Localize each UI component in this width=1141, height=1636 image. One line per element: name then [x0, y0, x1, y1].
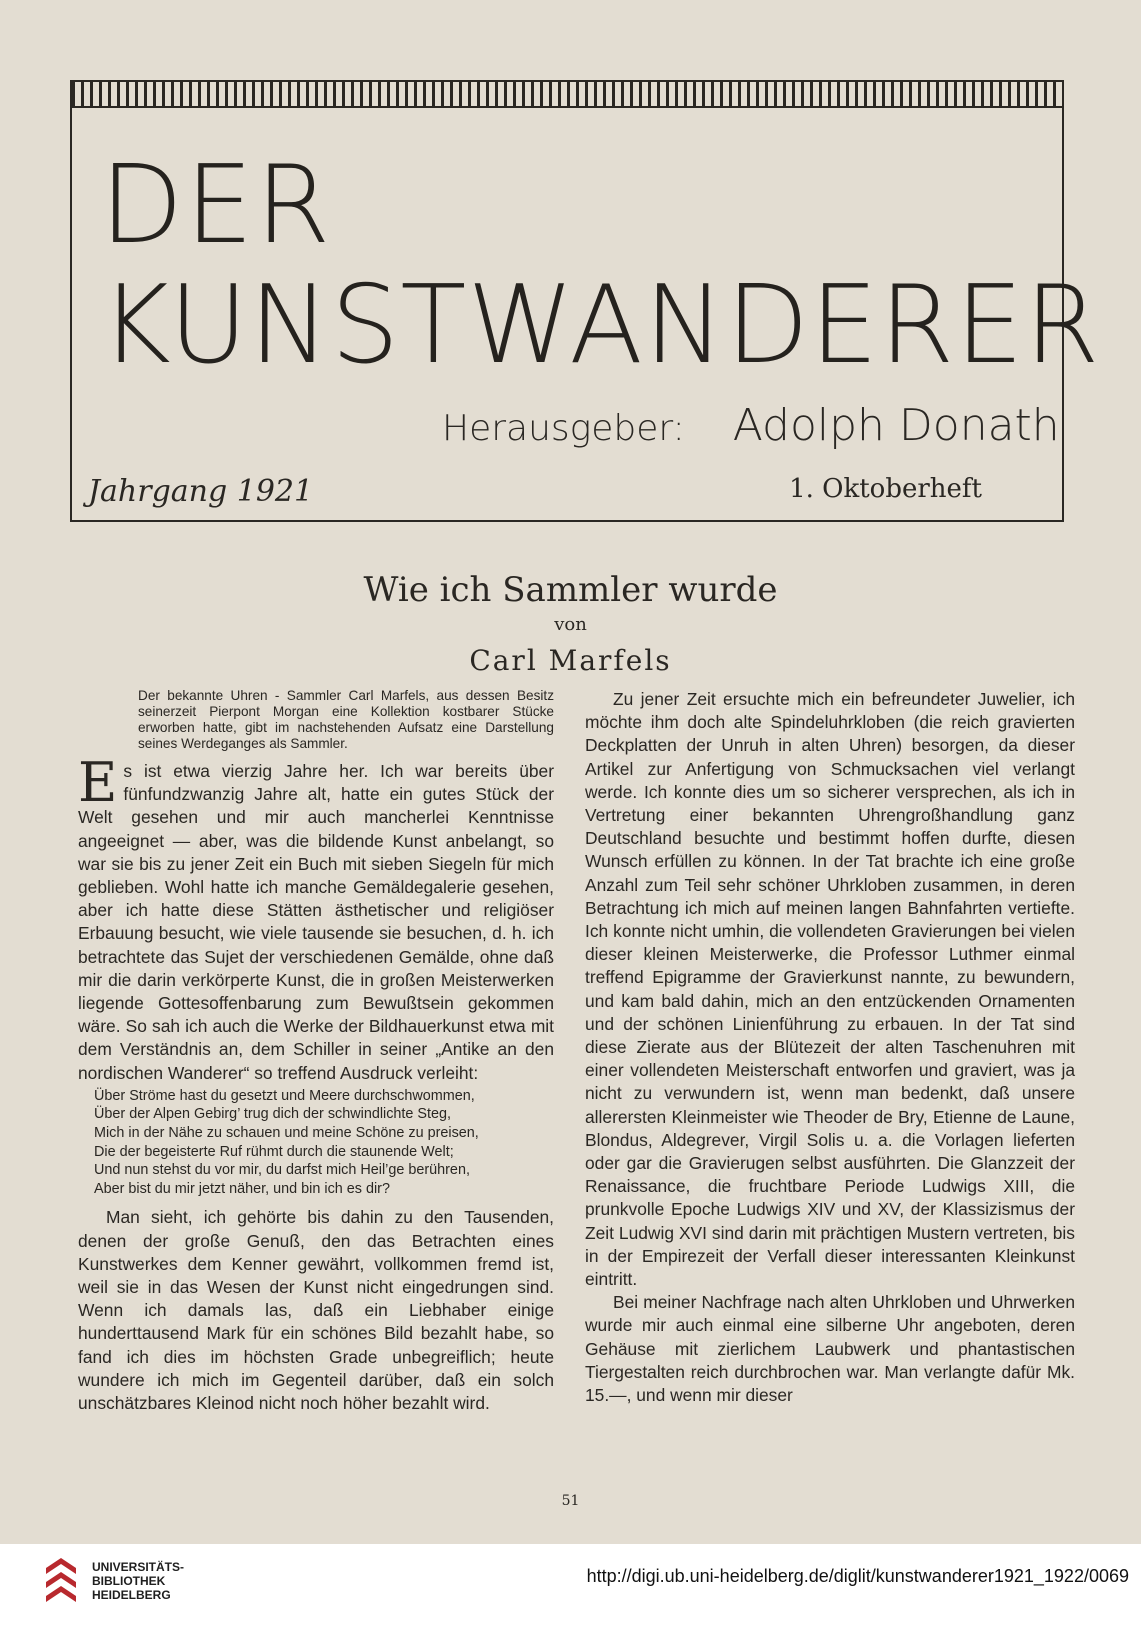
publisher-label: Herausgeber: — [442, 408, 685, 449]
article-intro: Der bekannte Uhren - Sammler Carl Marfels, aus dessen Besitz seinerzeit Pierpont Morgan eine Kollektion kostbarer Stücke erworben hatte, gibt im nachstehenden Aufsatz eine Darstellung seines Werdeganges als Sammler. — [138, 688, 554, 751]
verse-line: Und nun stehst du vor mir, du darfst mich Heil’ge berühren, — [94, 1162, 470, 1179]
issue-label: 1. Oktoberheft — [789, 474, 982, 504]
verse-line: Aber bist du mir jetzt näher, und bin ich es dir? — [94, 1180, 390, 1197]
publisher-name: Adolph Donath — [732, 400, 1060, 451]
library-logo-icon — [42, 1554, 80, 1606]
verse-line: Die der begeisterte Ruf rühmt durch die staunende Welt; — [94, 1143, 454, 1160]
volume-year: Jahrgang 1921 — [88, 474, 314, 509]
paragraph-1: Es ist etwa vierzig Jahre her. Ich war bereits über fünfundzwanzig Jahre alt, hatte ein gutes Stück der Welt gesehen und mir auch mancherlei Kenntnisse angeeignet — aber, was die bildende Kunst anbelangt, so war sie bis zu jener Zeit ein Buch mit sieben Siegeln für mich geblieben. Wohl hatte ich manche Gemäldegalerie gesehen, aber ich hatte diese Stätten ästhetischer und religiöser Erbauung besucht, wie viele tausende sie besuchen, d. h. ich betrachtete das Sujet der verschiedenen Gemälde, ohne daß mir die darin verkörperte Kunst, die in großen Meisterwerken liegende Gottesoffenbarung zum Bewußtsein gekommen wäre. So sah ich auch die Werke der Bildhauerkunst etwa mit dem Verständnis an, dem Schiller in seiner „Antike an den nordischen Wanderer“ so treffend Ausdruck verleiht: — [78, 751, 554, 1083]
verse-line: Über Ströme hast du gesetzt und Meere durchschwommen, — [94, 1087, 475, 1104]
ornament-border — [72, 82, 1062, 108]
masthead — [70, 80, 1101, 522]
journal-title-line1: DER — [100, 143, 333, 268]
verse-quote — [94, 1087, 554, 1199]
journal-title-line2: KUNSTWANDERER — [100, 263, 1101, 388]
paragraph-3: Zu jener Zeit ersuchte mich ein befreundeter Juwelier, ich möchte ihm doch alte Spindeluhrkloben (die reich gravierten Deckplatten der Unruh in alten Uhren) besorgen, da dieser Artikel zur Anfertigung von Schmucksachen viel verlangt werde. Ich konnte dies um so sicherer versprechen, als ich in Vertretung einer bekannten Uhrengroßhandlung ganz Deutschland besuchte und bestimmt hoffen durfte, diesen Wunsch erfüllen zu können. In der Tat brachte ich eine große Anzahl zum Teil sehr schöner Uhrkloben zusammen, in deren Betrachtung ich mich auf meinen langen Bahnfahrten vertiefte. Ich konnte nicht umhin, die vollendeten Gravierungen bei vielen dieser kleinen Meisterwerke, die Professor Luthmer einmal treffend Epigramme der Gravierkunst nannte, zu bewundern, und kam bald dahin, mich an den entzückenden Ornamenten und der schönen Linienführung zu erbauen. In der Tat sind diese Zierate aus der Blütezeit der alten Taschenuhren mit einer vollendeten Meisterschaft entworfen und graviert, was ja nicht zu verwundern ist, wenn man bedenkt, daß unsere allerersten Kleinmeister wie Theoder de Bry, Etienne de Laune, Blondus, Aldegrever, Virgil Solis u. a. die Vorlagen lieferten oder gar die Gravierugen selbst ausführten. Die Glanzzeit der Renaissance, die fruchtbare Periode Ludwigs XIII, die prunkvolle Epoche Ludwigs XIV und XV, der Klassizismus der Zeit Ludwig XVI sind darin mit prächtigen Mustern vertreten, bis in der Empirezeit der Verfall dieser interessanten Kleinkunst eintritt. — [585, 689, 1075, 1290]
left-column — [78, 688, 554, 1415]
article-author: Carl Marfels — [469, 644, 672, 677]
page-number: 51 — [561, 1493, 580, 1509]
library-name-line2: BIBLIOTHEK — [92, 1574, 166, 1588]
verse-line: Mich in der Nähe zu schauen und meine Schöne zu preisen, — [94, 1125, 479, 1142]
publisher-line — [442, 400, 1060, 451]
library-name-line3: HEIDELBERG — [92, 1588, 171, 1602]
right-column — [585, 688, 1075, 1407]
library-name-line1: UNIVERSITÄTS- — [92, 1560, 185, 1574]
verse-line: Über der Alpen Gebirg’ trug dich der schwindlichte Steg, — [94, 1106, 452, 1123]
source-url-link[interactable]: http://digi.ub.uni-heidelberg.de/diglit/kunstwanderer1921_1922/0069 — [586, 1566, 1129, 1586]
byline-von: von — [554, 614, 587, 635]
footer-bar — [0, 1544, 1141, 1636]
paragraph-2: Man sieht, ich gehörte bis dahin zu den Tausenden, denen der große Genuß, den das Betrachten eines Kunstwerkes dem Kenner gewährt, vollkommen fremd ist, weil sie in das Wesen der Kunst nicht eingedrungen sind. Wenn ich damals las, daß ein Liebhaber einige hunderttausend Mark für ein schönes Bild bezahlt habe, so fand ich dies im höchsten Grade unbegreiflich; heute wundere ich mich im Gegenteil darüber, daß ein solch unschätzbares Kleinod nicht noch höher bezahlt wird. — [78, 1207, 554, 1414]
library-name — [92, 1560, 184, 1602]
paragraph-4: Bei meiner Nachfrage nach alten Uhrkloben und Uhrwerken wurde mir auch einmal eine silberne Uhr angeboten, deren Gehäuse mit zierlichem Laubwerk und phantastischen Tiergestalten reich durchbrochen war. Man verlangte dafür Mk. 15.—, und wenn mir dieser — [585, 1292, 1075, 1406]
article-title: Wie ich Sammler wurde — [363, 570, 778, 610]
